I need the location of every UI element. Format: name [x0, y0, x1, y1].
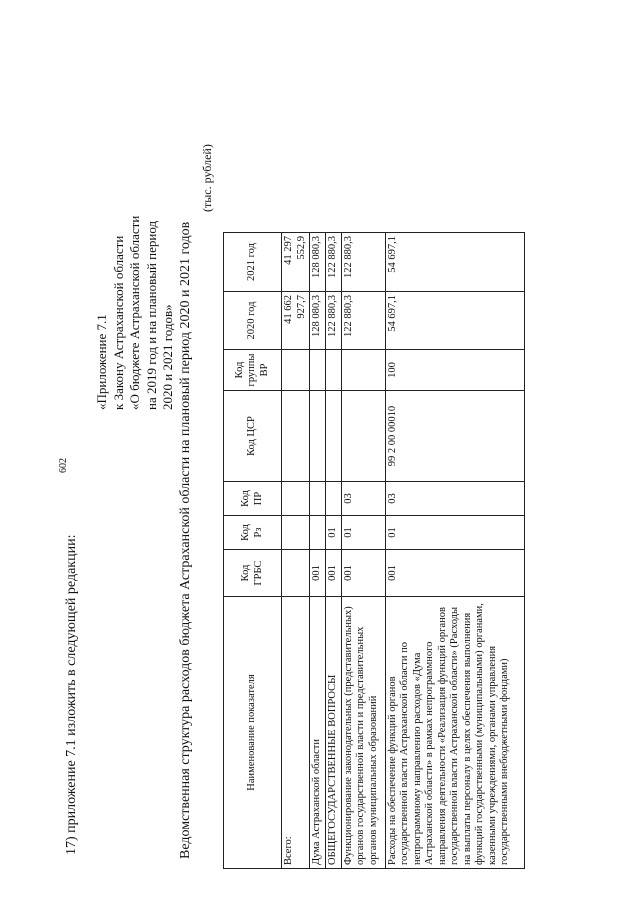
cell-rz — [310, 516, 326, 550]
col-header: Код группы ВР — [224, 350, 282, 391]
cell-2020: 122 880,3 — [341, 292, 385, 350]
page-number: 602 — [58, 458, 69, 473]
expenditure-table — [223, 232, 525, 869]
cell-rz — [282, 516, 310, 550]
cell-2021: 41 297 552,9 — [282, 233, 310, 292]
cell-grbs: 001 — [310, 550, 326, 597]
cell-2020: 54 697,1 — [385, 292, 524, 350]
cell-name: Функционирование законодательных (представительных) органов государственной власти и представительных органов муниципальных образований — [341, 597, 385, 869]
table-row — [310, 233, 326, 869]
cell-2020: 122 880,3 — [325, 292, 341, 350]
table-row — [385, 233, 524, 869]
appendix-line: к Закону Астраханской области — [110, 235, 126, 410]
col-header: Код ГРБС — [224, 550, 282, 597]
cell-vr — [325, 350, 341, 391]
appendix-line: «Приложение 7.1 — [94, 314, 109, 410]
table-title: Ведомственная структура расходов бюджета Астраханской области на плановый период 2020 и 2021 годов — [178, 221, 193, 859]
table-header-row — [224, 233, 282, 869]
cell-pr — [310, 482, 326, 516]
table-row — [341, 233, 385, 869]
units-label: (тыс. рублей) — [200, 144, 214, 212]
col-header: Наименование показателя — [224, 597, 282, 869]
cell-csr — [310, 391, 326, 482]
cell-vr — [282, 350, 310, 391]
col-header: Код Рз — [224, 516, 282, 550]
cell-csr — [282, 391, 310, 482]
intro-text: 17) приложение 7.1 изложить в следующей редакции: — [64, 534, 79, 855]
cell-2020: 41 662 927,7 — [282, 292, 310, 350]
cell-vr — [341, 350, 385, 391]
table-row — [325, 233, 341, 869]
cell-2021: 122 880,3 — [341, 233, 385, 292]
appendix-line: 2020 и 2021 годов» — [160, 304, 175, 410]
cell-grbs: 001 — [325, 550, 341, 597]
appendix-line: «О бюджете Астраханской области — [127, 215, 142, 410]
cell-rz: 01 — [341, 516, 385, 550]
appendix-line: на 2019 год и на плановый период — [143, 220, 159, 410]
col-header: Код ПР — [224, 482, 282, 516]
cell-2021: 54 697,1 — [385, 233, 524, 292]
cell-2020: 128 080,3 — [310, 292, 326, 350]
cell-rz: 01 — [385, 516, 524, 550]
cell-grbs: 001 — [385, 550, 524, 597]
cell-name: ОБЩЕГОСУДАРСТВЕННЫЕ ВОПРОСЫ — [325, 597, 341, 869]
cell-csr — [325, 391, 341, 482]
cell-csr: 99 2 00 00010 — [385, 391, 524, 482]
cell-pr: 03 — [341, 482, 385, 516]
cell-pr: 03 — [385, 482, 524, 516]
col-header: 2021 год — [224, 233, 282, 292]
cell-name: Расходы на обеспечение функций органов государственной власти Астраханской области по непрограммному направлению расходов «Дума Астраханской области» в рамках непрограммного направления деятельности «Реализация функций органов государственной власти Астраханской области» (Расходы на выплаты персоналу в целях обеспечения выполнения функций государственными (муниципальными) органами, казенными учреждениями, органами управления государственными внебюджетными фондами) — [385, 597, 524, 869]
col-header: 2020 год — [224, 292, 282, 350]
cell-pr — [282, 482, 310, 516]
cell-name: Всего: — [282, 597, 310, 869]
appendix-header — [94, 216, 177, 410]
col-header: Код ЦСР — [224, 391, 282, 482]
cell-rz: 01 — [325, 516, 341, 550]
cell-grbs: 001 — [341, 550, 385, 597]
cell-vr: 100 — [385, 350, 524, 391]
table-row — [282, 233, 310, 869]
cell-2021: 122 880,3 — [325, 233, 341, 292]
cell-name: Дума Астраханской области — [310, 597, 326, 869]
cell-grbs — [282, 550, 310, 597]
cell-csr — [341, 391, 385, 482]
cell-2021: 128 080,3 — [310, 233, 326, 292]
cell-vr — [310, 350, 326, 391]
cell-pr — [325, 482, 341, 516]
